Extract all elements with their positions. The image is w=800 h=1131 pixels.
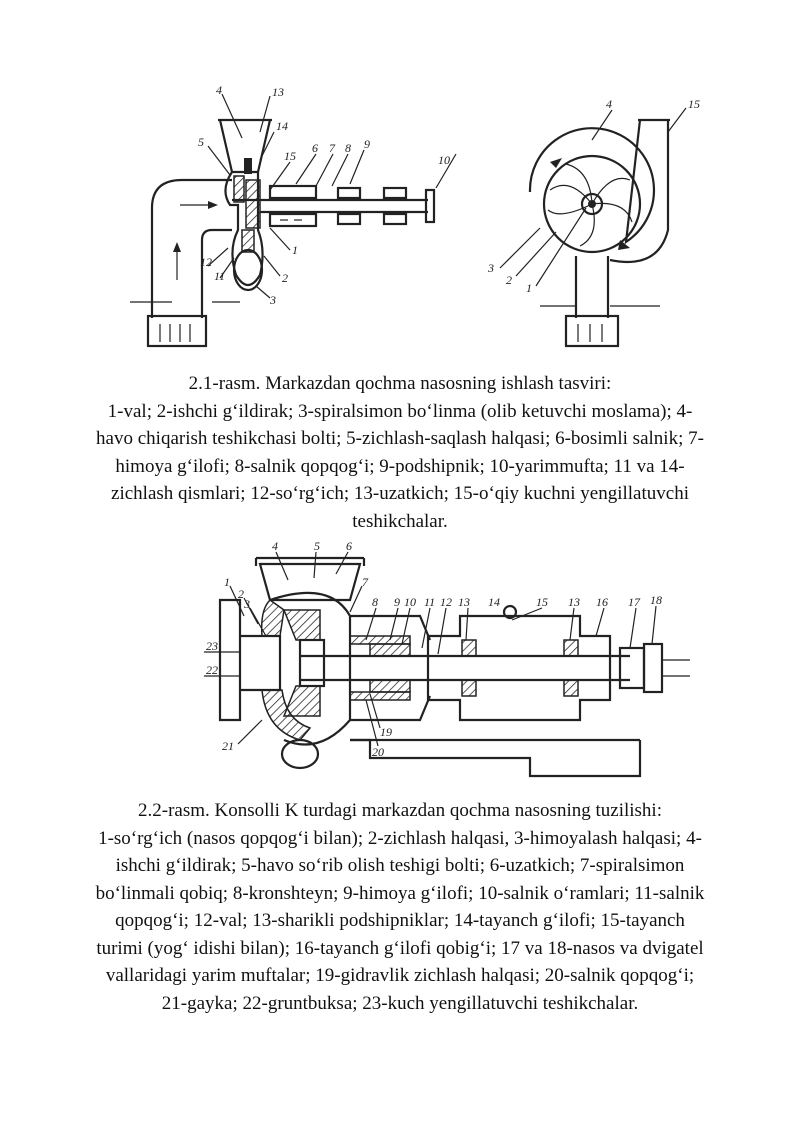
fig2-label-5: 5: [314, 540, 320, 553]
fig2-label-13b: 13: [568, 595, 580, 609]
fig2-label-13: 13: [458, 595, 470, 609]
fig2-label-21: 21: [222, 739, 234, 753]
right-label-15: 15: [688, 97, 700, 111]
figure-2-2-drawing: [200, 540, 700, 785]
fig2-label-19: 19: [380, 725, 392, 739]
label-13: 13: [272, 85, 284, 99]
fig2-label-15: 15: [536, 595, 548, 609]
fig2-label-9: 9: [394, 595, 400, 609]
label-11: 11: [214, 269, 226, 283]
caption-figure-2-1: [95, 370, 705, 535]
label-3: 3: [270, 293, 276, 307]
fig2-label-3: 3: [244, 597, 250, 611]
caption-1-body: 1-val; 2-ishchi g‘ildirak; 3-spiralsimon bo‘linma (olib ketuvchi moslama); 4-havo chiqarish teshikchasi bolti; 5-zichlash-saqlash halqasi; 6-bosimli salnik; 7-himoya g‘ilofi; 8-salnik qopqog‘i; 9-podshipnik; 10-yarimmufta; 11 va 14-zichlash qismlari; 12-so‘rg‘ich; 13-uzatkich; 15-o‘qiy kuchni yengillatuvchi teshikchalar.: [96, 400, 704, 532]
fig2-label-11: 11: [424, 595, 436, 609]
fig2-label-8: 8: [372, 595, 378, 609]
pump-front-view: [500, 108, 686, 346]
label-7: 7: [329, 141, 335, 155]
label-4: 4: [216, 83, 222, 97]
label-5: 5: [198, 135, 204, 149]
fig2-label-4: 4: [272, 540, 278, 553]
caption-2-body: 1-so‘rg‘ich (nasos qopqog‘i bilan); 2-zichlash halqasi, 3-himoyalash halqasi; 4-ishchi g‘ildirak; 5-havo so‘rib olish teshigi bolti; 6-uzatkich; 7-spiralsimon bo‘linmali qobiq; 8-kronshteyn; 9-himoya g‘ilofi; 10-salnik o‘ramlari; 11-salnik qopqog‘i; 12-val; 13-sharikli podshipniklar; 14-tayanch g‘ilofi; 15-tayanch turimi (yog‘ idishi bilan); 16-tayanch g‘ilofi qobig‘i; 17 va 18-nasos va dvigatel vallaridagi yarim muftalar; 19-gidravlik zichlash halqasi; 20-salnik qopqog‘i; 21-gayka; 22-gruntbuksa; 23-kuch yengillatuvchi teshikchalar.: [95, 827, 705, 1014]
fig2-label-17: 17: [628, 595, 640, 609]
right-label-2: 2: [506, 273, 512, 287]
label-12: 12: [200, 255, 212, 269]
fig2-label-20: 20: [372, 745, 384, 759]
caption-2-title: 2.2-rasm. Konsolli K turdagi markazdan qochma nasosning tuzilishi:: [138, 800, 662, 821]
fig2-label-22: 22: [206, 663, 218, 677]
right-label-3: 3: [488, 261, 494, 275]
label-9: 9: [364, 137, 370, 151]
fig2-label-18: 18: [650, 593, 662, 607]
fig2-label-10: 10: [404, 595, 416, 609]
right-label-4: 4: [606, 97, 612, 111]
right-label-1: 1: [526, 281, 532, 295]
label-2: 2: [282, 271, 288, 285]
fig2-label-1: 1: [224, 575, 230, 589]
fig2-label-2: 2: [238, 587, 244, 601]
label-14: 14: [276, 119, 288, 133]
figure-2-1-drawing: [120, 80, 720, 360]
fig2-label-7: 7: [362, 575, 368, 589]
fig2-label-16: 16: [596, 595, 608, 609]
fig2-label-23: 23: [206, 639, 218, 653]
pump-longitudinal-section: [204, 552, 690, 776]
fig2-label-6: 6: [346, 540, 352, 553]
label-6: 6: [312, 141, 318, 155]
fig2-label-12: 12: [440, 595, 452, 609]
label-10: 10: [438, 153, 450, 167]
label-15: 15: [284, 149, 296, 163]
figure-2-2-labels: [206, 540, 662, 759]
pump-side-section: [130, 94, 456, 346]
caption-figure-2-2: [95, 797, 705, 1017]
fig2-label-14: 14: [488, 595, 500, 609]
label-1: 1: [292, 243, 298, 257]
label-8: 8: [345, 141, 351, 155]
caption-1-title: 2.1-rasm. Markazdan qochma nasosning ishlash tasviri:: [188, 373, 612, 394]
